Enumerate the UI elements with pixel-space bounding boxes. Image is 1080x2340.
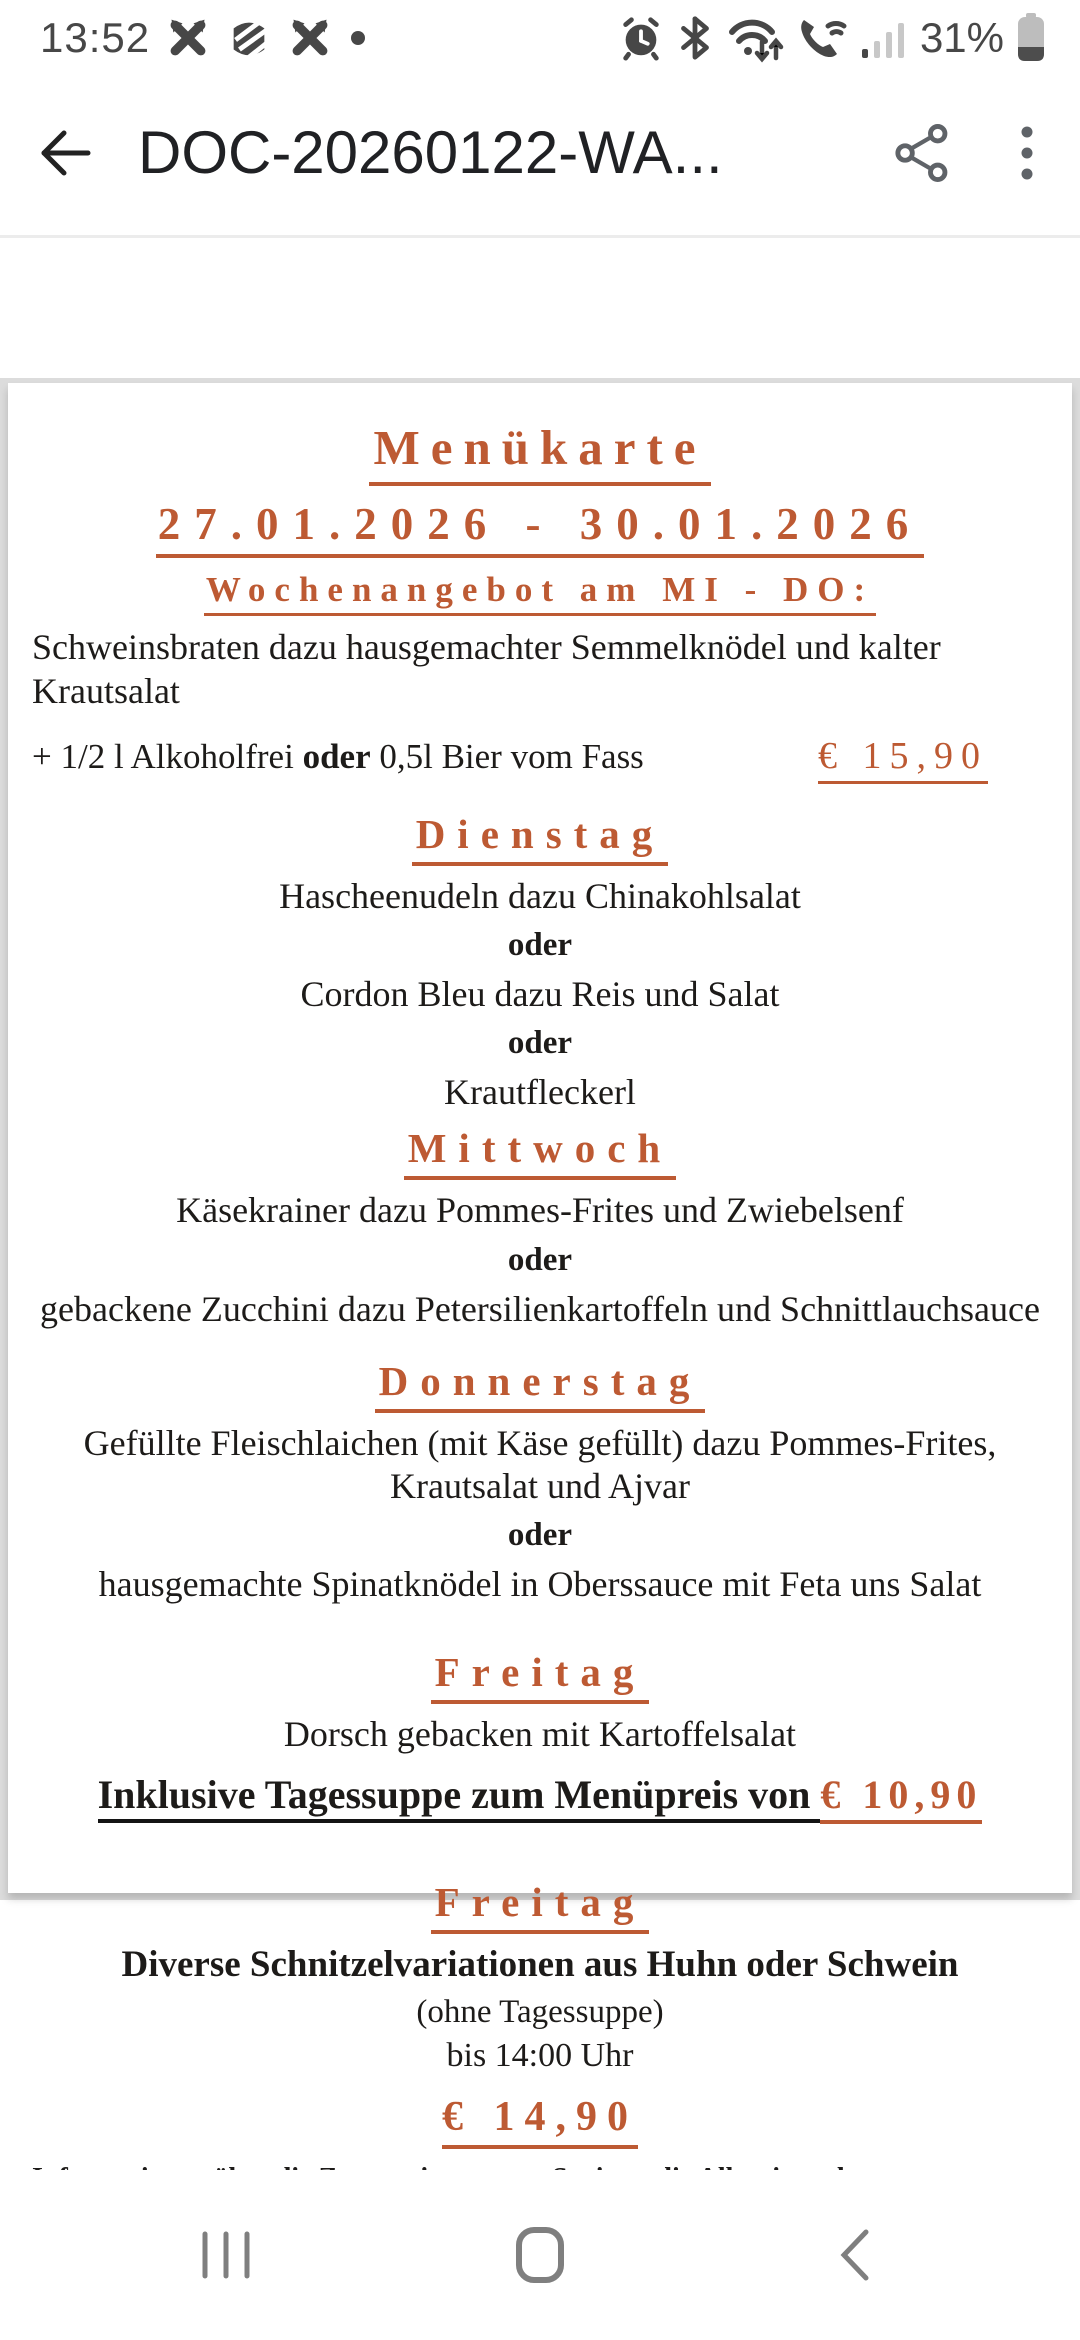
alarm-icon: [618, 15, 664, 61]
wifi-calling-icon: [796, 14, 848, 62]
or-separator: oder: [507, 1517, 573, 1554]
battery-icon: [1016, 13, 1046, 63]
status-bar: [0, 0, 1080, 70]
day-heading-freitag-2: Freitag: [32, 1878, 1048, 1934]
day-heading-freitag: Freitag: [32, 1648, 1048, 1704]
dish: hausgemachte Spinatknödel in Oberssauce mit Feta uns Salat: [98, 1564, 982, 1605]
dish: Diverse Schnitzelvariationen aus Huhn oder Schwein: [121, 1943, 959, 1985]
navigation-bar: [0, 2170, 1080, 2340]
notification-dot: [348, 28, 368, 48]
menu-title: Menükarte: [32, 419, 1048, 486]
document-viewer[interactable]: [0, 241, 1080, 2170]
dish: Dorsch gebacken mit Kartoffelsalat: [283, 1714, 797, 1755]
day-heading-dienstag: Dienstag: [32, 810, 1048, 866]
menu-date-range: 27.01.2026 - 30.01.2026: [32, 498, 1048, 558]
weekly-offer-price: € 15,90: [818, 734, 988, 784]
schnitzel-price: € 14,90: [32, 2093, 1048, 2149]
clock-text: 13:52: [40, 14, 151, 61]
weekly-offer-heading: Wochenangebot am MI - DO:: [32, 570, 1048, 616]
signal-strength-icon: [860, 15, 908, 61]
drink-option-text: + 1/2 l Alkoholfrei oder 0,5l Bier vom Fass: [32, 736, 644, 776]
home-icon: [515, 2226, 565, 2284]
dish-note: (ohne Tagessuppe): [416, 1993, 664, 2030]
wifi-transfer-icon: [726, 14, 784, 62]
or-separator: oder: [507, 1241, 573, 1278]
overflow-menu-button[interactable]: [1002, 121, 1052, 185]
weekly-offer-description: Schweinsbraten dazu hausgemachter Semmelknödel und kalter Krautsalat: [32, 627, 941, 711]
inclusive-price-line: [32, 1771, 1048, 1818]
share-icon: [893, 124, 951, 182]
share-button[interactable]: [890, 121, 954, 185]
or-separator: oder: [507, 927, 573, 963]
striped-badge-icon: [226, 15, 272, 61]
home-button[interactable]: [505, 2220, 575, 2290]
or-separator: oder: [507, 1025, 573, 1062]
back-nav-button[interactable]: [819, 2220, 889, 2290]
overflow-menu-icon: [1019, 124, 1035, 182]
dish: Krautfleckerl: [444, 1072, 636, 1113]
inclusive-price: € 10,90: [820, 1772, 982, 1824]
page-frame: [0, 378, 1080, 2140]
serving-time: bis 14:00 Uhr: [446, 2036, 634, 2074]
crossed-tools-icon: [166, 16, 210, 60]
crossed-tools-icon: [288, 16, 332, 60]
dish: Käsekrainer dazu Pommes-Frites und Zwiebelsenf: [176, 1190, 904, 1231]
back-icon: [834, 2226, 874, 2284]
status-bar-right: [618, 13, 1046, 63]
inclusive-label: Inklusive Tagessuppe zum Menüpreis von: [98, 1772, 821, 1823]
status-bar-left: [40, 14, 368, 62]
dish: Cordon Bleu dazu Reis und Salat: [300, 974, 780, 1014]
back-arrow-icon: [36, 123, 96, 183]
weekly-offer-price-row: [32, 734, 1048, 784]
menu-page: [8, 383, 1072, 2140]
dish: gebackene Zucchini dazu Petersilienkartoffeln und Schnittlauchsauce: [40, 1288, 1040, 1329]
battery-percent-text: 31%: [919, 14, 1004, 61]
dish: Hascheenudeln dazu Chinakohlsalat: [279, 875, 801, 916]
back-button[interactable]: [34, 121, 98, 185]
document-title: DOC-20260122-WA...: [138, 119, 723, 186]
recents-button[interactable]: [191, 2220, 261, 2290]
bluetooth-icon: [676, 15, 714, 61]
app-bar: [0, 70, 1080, 238]
dish: Gefüllte Fleischlaichen (mit Käse gefüllt) dazu Pommes-Frites, Krautsalat und Ajvar: [83, 1422, 997, 1506]
day-heading-donnerstag: Donnerstag: [32, 1357, 1048, 1413]
recents-icon: [197, 2226, 255, 2284]
day-heading-mittwoch: Mittwoch: [32, 1124, 1048, 1180]
